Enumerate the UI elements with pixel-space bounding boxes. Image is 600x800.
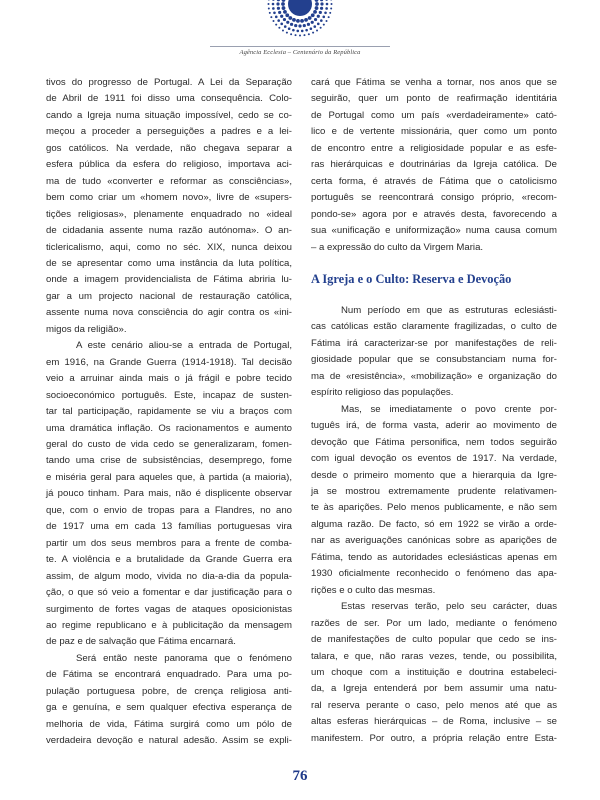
text-line: assim, de algum modo, vivida no dia-a-dia da popula- <box>46 570 292 582</box>
text-line: meçou a proceder a perseguições a padres e a lei- <box>46 126 292 138</box>
text-line: 1930 oficialmente reconhecido o fenómeno das apa- <box>311 568 557 580</box>
text-line: manifestem. Por outro, a própria relação entre Esta- <box>311 732 557 744</box>
section-heading: A Igreja e o Culto: Reserva e Devoção <box>311 271 512 286</box>
text-line: tições religiosas», plenamente enquadrado no «ideal <box>46 208 292 220</box>
text-line: seguirão, quer um ponto de reafirmação identitária <box>311 93 557 105</box>
text-line: ras hierárquicas e doutrinárias da Igreja católica. De <box>311 159 557 171</box>
dotted-circle-logo-icon <box>252 0 348 38</box>
text-line: assente numa nova consciência do agir contra os «ini- <box>46 307 292 319</box>
text-line: ma de tudo «converter e reformar as consciências», <box>46 175 292 187</box>
text-line: pondo-se» agora por e através desta, favorecendo a <box>311 208 557 220</box>
text-line: giosidade popular que se consubstanciam numa for- <box>311 354 557 366</box>
text-line: altas esferas hierárquicas – de Roma, inclusive – se <box>311 716 557 728</box>
text-line: Mas, se imediatamente o povo crente por- <box>341 403 557 415</box>
right-column <box>311 75 557 747</box>
text-line: com igual devoção os eventos de 1917. Na verdade, <box>311 453 557 465</box>
text-line: te. A violência e a brutalidade da Grande Guerra era <box>46 554 292 566</box>
text-line: onde a imagem providencialista de Fátima abriria lu- <box>46 274 292 286</box>
text-line: geral do custo de vida cedo se generalizaram, fomen- <box>46 438 292 450</box>
text-line: tando uma crise de subsistências, desemprego, fome <box>46 455 292 467</box>
text-line: espírito religioso das populações. <box>311 387 454 399</box>
text-line: cas católicas estão claramente fragilizadas, o culto de <box>311 321 557 333</box>
running-header: Agência Ecclesia – Centenário da República <box>239 49 361 56</box>
text-line: já pouco tinham. Para mais, não é displicente observar <box>46 488 292 500</box>
text-line: em 1916, na Grande Guerra (1914-1918). Tal decisão <box>46 356 292 368</box>
text-line: pulação portuguesa pobre, de crença religiosa anti- <box>46 685 292 697</box>
text-line: Fátima irá caracterizar-se por manifestações de reli- <box>311 337 557 349</box>
text-line: ticlericalismo, aqui, como no séc. XIX, nunca deixou <box>46 241 292 253</box>
text-line: partir um dos seus membros para a frente de comba- <box>46 537 292 549</box>
text-line: tuguês irá, de forma vasta, aderir ao movimento de <box>311 420 557 432</box>
text-line: de paz e de salvação que Fátima encarnará. <box>46 636 236 648</box>
text-line: tar tal participação, rapidamente se viu a braços com <box>46 406 292 418</box>
text-line: socioeconómico português. Este, incapaz de susten- <box>46 389 292 401</box>
text-line: certa forma, é através de Fátima que o catolicismo <box>311 175 557 187</box>
text-line: Será então neste panorama que o fenómeno <box>76 652 292 664</box>
text-line: verdadeira devoção e natural adesão. Assim se expli- <box>46 735 292 747</box>
text-line: surgimento de fortes vagas de ataques oposicionistas <box>46 603 292 615</box>
text-line: Num período em que as estruturas eclesiásti- <box>341 304 557 316</box>
text-line: ma de «resistência», «mobilização» e organização do <box>311 370 557 382</box>
text-line: e miséria geral para aqueles que, à partida (a maioria), <box>46 471 292 483</box>
text-line: rições e o culto das mesmas. <box>311 584 436 596</box>
header-rule <box>210 46 390 47</box>
text-line: desde o primeiro momento que a hierarquia da Igre- <box>311 469 557 481</box>
text-line: tivos do progresso de Portugal. A Lei da Separação <box>46 77 292 88</box>
text-line: de Abril de 1911 foi disso uma consequência. Colo- <box>46 93 292 105</box>
text-line: bem como criar um «homem novo», livre de «supers- <box>46 192 292 204</box>
text-line: ga e genuína, e sem qualquer efectiva esperança de <box>46 702 292 714</box>
text-line: uma dramática inflação. Os racionamentos e aumento <box>46 422 292 434</box>
text-line: da, a Igreja entenderá por bem assumir uma natu- <box>311 683 557 695</box>
text-line: de encontro entre a religiosidade popular e as esfe- <box>311 142 557 154</box>
text-line: cando a Igreja numa situação impossível, cedo se co- <box>46 109 292 121</box>
text-line: de Portugal como um país «verdadeiramente» cató- <box>311 109 557 121</box>
text-line: – a expressão do culto da Virgem Maria. <box>311 241 484 253</box>
text-line: veio a arruinar ainda mais o já frágil e pobre tecido <box>46 373 292 385</box>
text-line: português se reencontrará consigo próprio, «recom- <box>311 192 557 204</box>
text-line: ção, o que só veio a fomentar e dar justificação para o <box>46 587 292 599</box>
text-line: devoção que Fátima personifica, nem todos seguirão <box>311 436 557 448</box>
text-line: Fátima, tendo as autoridades eclesiásticas apenas em <box>311 551 557 563</box>
text-line: de se apresentar como uma instância da luta política, <box>46 257 292 269</box>
text-line: gos católicos. Na verdade, não chegava separar a <box>46 142 292 154</box>
text-line: lico e de vertente missionária, quer como um ponto <box>311 126 557 138</box>
text-line: de 1917 uma em cada 13 famílias portuguesas vira <box>46 521 292 533</box>
text-line: de manifestações de culto popular que cedo se ins- <box>311 634 557 646</box>
text-line: te às aparições. Pelo menos publicamente, e não sem <box>311 502 557 514</box>
text-line: gar a um projecto nacional de restauração católica, <box>46 290 292 302</box>
text-line: alguma razão. De facto, só em 1922 se virão a orde- <box>311 518 557 530</box>
text-line: A este cenário aliou-se a entrada de Portugal, <box>76 340 292 352</box>
text-line: de cidadania assente numa razão autónoma». O an- <box>46 225 292 237</box>
left-column <box>46 75 292 750</box>
text-line: migos da religião». <box>46 323 127 335</box>
text-line: ja se mostrou extremamente prudente relativamen- <box>311 485 557 497</box>
text-line: sua «unificação e uniformização» numa causa comum <box>311 225 557 237</box>
text-line: ao regime republicano e à publicitação da mensagem <box>46 619 292 631</box>
text-line: um choque com a instituição e doutrina estabeleci- <box>311 666 557 678</box>
text-line: melhoria de vida, Fátima surgirá como um pólo de <box>46 718 292 730</box>
text-line: ral reserva perante o caso, pelo menos até que as <box>311 699 557 711</box>
text-line: nar as averiguações canónicas sobre as aparições de <box>311 535 557 547</box>
text-line: razões de ser. Por um lado, mediante o fenómeno <box>311 617 557 629</box>
text-line: que, com o envio de tropas para a Flandres, no ano <box>46 504 292 516</box>
text-line: esfera pública da esfera do religioso, importava aci- <box>46 159 292 171</box>
text-line: de Fátima se encontrará enquadrado. Para uma po- <box>46 669 292 681</box>
page-number: 76 <box>292 768 308 784</box>
text-line: talara, e que, não raras vezes, tende, ou possibilita, <box>311 650 557 662</box>
text-line: cará que Fátima se venha a tornar, nos anos que se <box>311 77 557 88</box>
text-line: Estas reservas terão, pelo seu carácter, duas <box>341 601 557 613</box>
